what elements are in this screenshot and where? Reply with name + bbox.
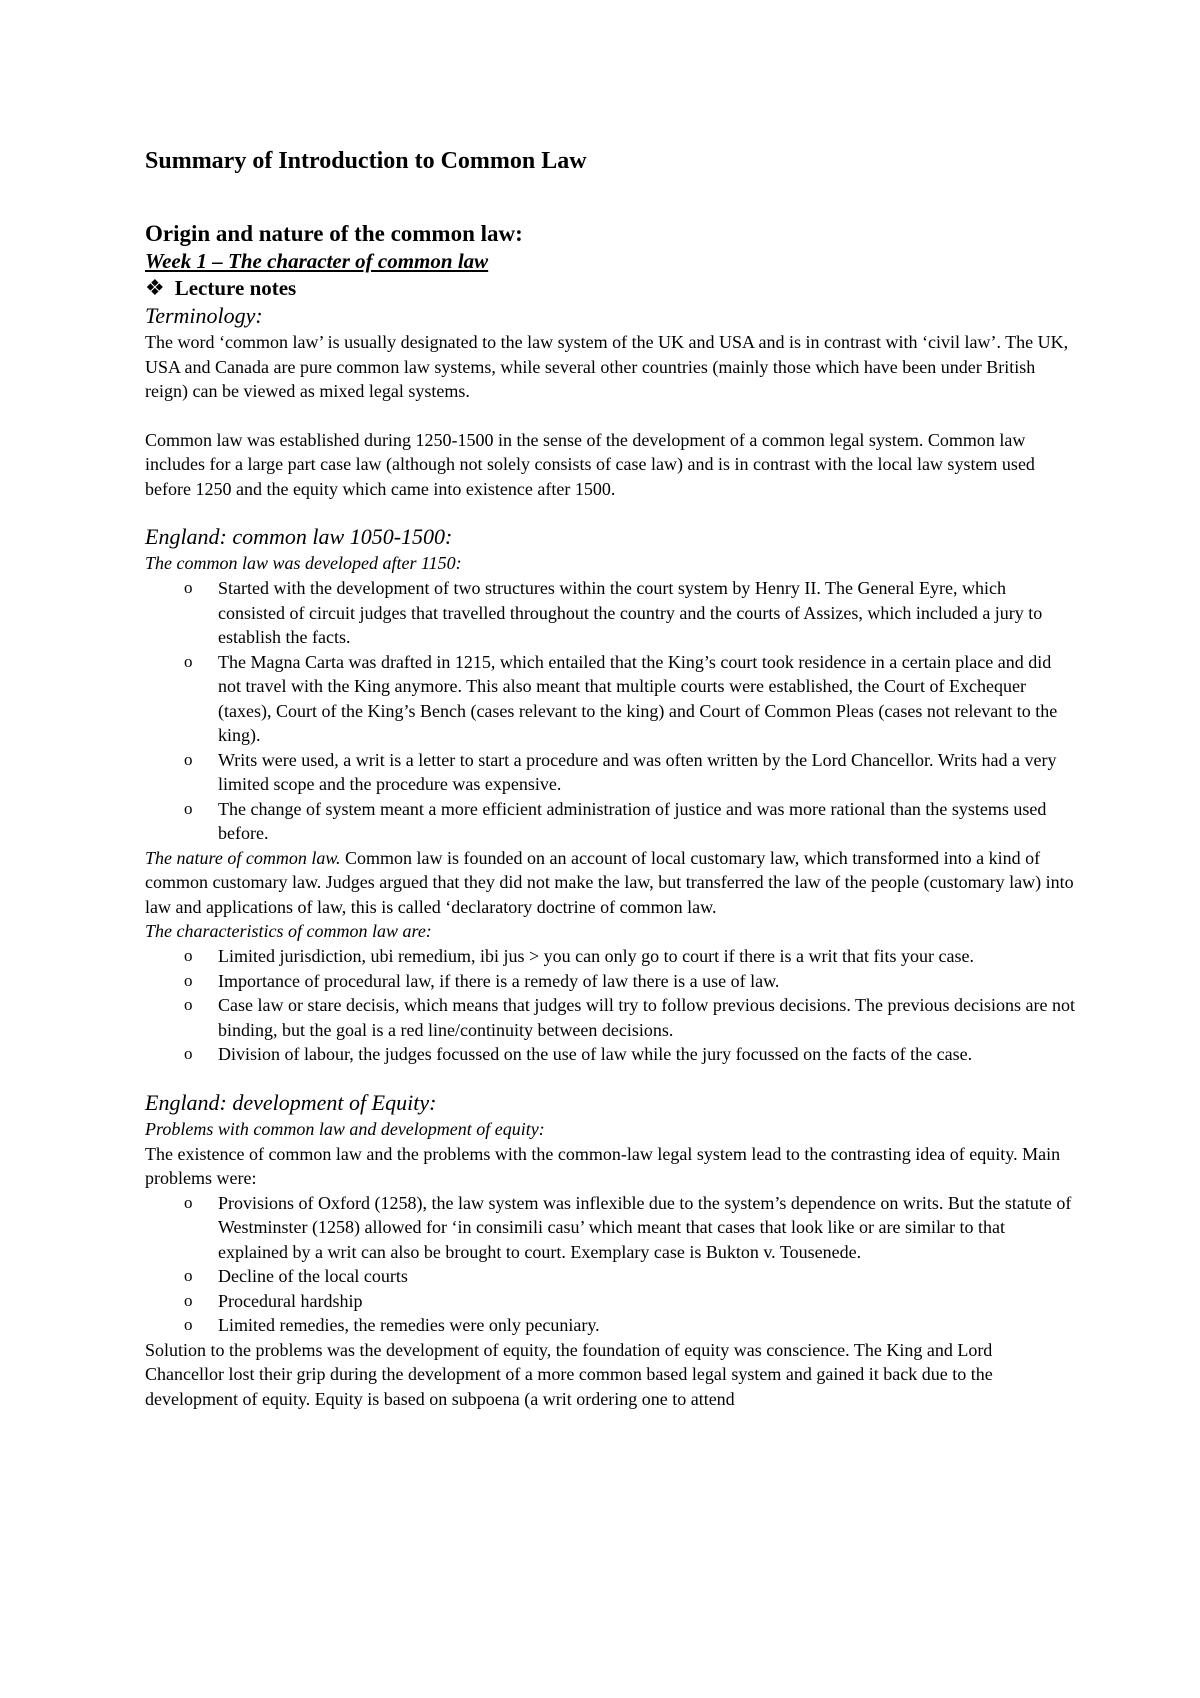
bullet-marker: o xyxy=(184,970,193,990)
nature-of-common-law-label: The nature of common law. xyxy=(145,847,341,868)
common-law-development-list xyxy=(145,576,1075,846)
list-item: o Procedural hardship xyxy=(145,1289,1075,1314)
common-law-developed-subheading: The common law was developed after 1150: xyxy=(145,553,462,573)
bullet-marker: o xyxy=(184,1044,193,1063)
document-content xyxy=(145,146,1075,1411)
characteristics-list xyxy=(145,944,1075,1067)
bullet-marker: o xyxy=(184,749,193,769)
equity-intro-paragraph: The existence of common law and the problems with the common-law legal system lead to the contrasting idea of equity. Main problems were: xyxy=(145,1143,1061,1188)
list-item: o Division of labour, the judges focussed on the use of law while the jury focussed on the facts of the case. xyxy=(145,1042,1075,1067)
list-item: o Provisions of Oxford (1258), the law system was inflexible due to the system’s dependence on writs. But the statute of Westminster (1258) allowed for ‘in consimili casu’ which meant that cases that look like or are similar to that explained by a writ can also be brought to court. Exemplary case is Bukton v. Tousenede. xyxy=(184,1192,1072,1262)
bullet-marker: o xyxy=(184,1315,193,1334)
bullet-marker: o xyxy=(184,798,193,818)
list-item: o Writs were used, a writ is a letter to start a procedure and was often written by the Lord Chancellor. Writs had a very limited scope and the procedure was expensive. xyxy=(184,749,1057,794)
list-item: o Limited jurisdiction, ubi remedium, ibi jus > you can only go to court if there is a writ that fits your case. xyxy=(145,944,1075,969)
equity-conclusion-paragraph: Solution to the problems was the development of equity, the foundation of equity was conscience. The King and Lord Chancellor lost their grip during the development of a more common based legal system and gained it back due to the development of equity. Equity is based on subpoena (a writ ordering one to attend xyxy=(145,1339,993,1409)
equity-problems-list xyxy=(145,1191,1075,1338)
four-diamond-bullet-icon: ❖ xyxy=(145,275,165,300)
bullet-marker: o xyxy=(184,1266,193,1285)
list-item: o Importance of procedural law, if there is a remedy of law there is a use of law. xyxy=(145,969,1075,994)
bullet-marker: o xyxy=(184,995,193,1014)
lecture-notes-heading xyxy=(145,274,1075,302)
list-item: o Decline of the local courts xyxy=(145,1264,1075,1289)
bullet-marker: o xyxy=(184,946,193,965)
bullet-marker: o xyxy=(184,651,193,671)
nature-of-common-law-paragraph xyxy=(145,846,1075,920)
document-title: Summary of Introduction to Common Law xyxy=(145,148,587,174)
terminology-heading: Terminology: xyxy=(145,303,263,328)
lecture-notes-label: Lecture notes xyxy=(174,276,297,300)
list-item: o Started with the development of two structures within the court system by Henry II. The General Eyre, which consisted of circuit judges that travelled throughout the country and the courts of Assizes, which included a jury to establish the facts. xyxy=(184,578,1043,647)
terminology-paragraph-2: Common law was established during 1250-1500 in the sense of the development of a common legal system. Common law includes for a large part case law (although not solely consists of case law) and is in contrast with the local law system used before 1250 and the equity which came into existence after 1500. xyxy=(145,429,1035,499)
bullet-marker: o xyxy=(184,1192,193,1212)
list-item: o The change of system meant a more efficient administration of justice and was more rational than the systems used before. xyxy=(184,798,1047,843)
england-common-law-heading: England: common law 1050-1500: xyxy=(145,524,453,549)
list-item: o The Magna Carta was drafted in 1215, which entailed that the King’s court took residence in a certain place and did not travel with the King anymore. This also meant that multiple courts were established, the Court of Exchequer (taxes), Court of the King’s Bench (cases relevant to the king) and Court of Common Pleas (cases not relevant to the king). xyxy=(184,651,1058,745)
list-item: o Limited remedies, the remedies were only pecuniary. xyxy=(145,1313,1075,1338)
terminology-paragraph-1: The word ‘common law’ is usually designated to the law system of the UK and USA and is in contrast with ‘civil law’. The UK, USA and Canada are pure common law systems, while several other countries (mainly those which have been under British reign) can be viewed as mixed legal systems. xyxy=(145,332,1069,401)
section-title: Origin and nature of the common law: xyxy=(145,221,523,246)
bullet-marker: o xyxy=(184,578,193,597)
list-item: o Case law or stare decisis, which means that judges will try to follow previous decisions. The previous decisions are not binding, but the goal is a red line/continuity between decisions. xyxy=(184,995,1075,1040)
problems-subheading: Problems with common law and development of equity: xyxy=(145,1118,545,1139)
bullet-marker: o xyxy=(184,1290,193,1310)
england-equity-heading: England: development of Equity: xyxy=(145,1089,437,1115)
nature-of-common-law-text: Common law is founded on an account of local customary law, which transformed into a kind of common customary law. Judges argued that they did not make the law, but transferred the law of the people (customary law) into law and applications of law, this is called ‘declaratory doctrine of common law. xyxy=(145,847,1074,917)
week-heading: Week 1 – The character of common law xyxy=(145,249,489,273)
characteristics-subheading: The characteristics of common law are: xyxy=(145,921,432,941)
